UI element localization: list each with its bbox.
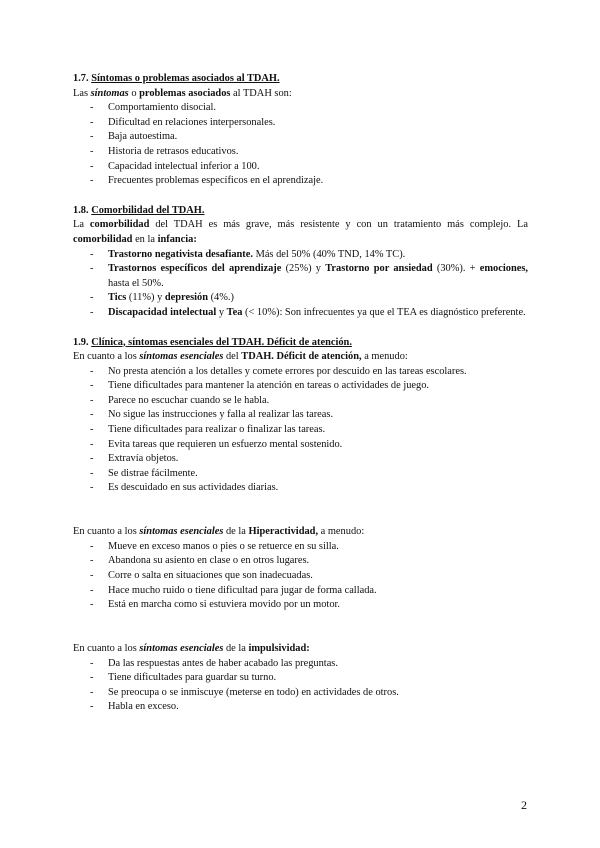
list-item: - Dificultad en relaciones interpersonales. [73, 116, 528, 131]
text: de la [223, 642, 249, 654]
section-1-7-list [73, 101, 528, 189]
page-number: 2 [521, 798, 527, 812]
section-number: 1.7. [73, 73, 89, 84]
list-item: - Habla en exceso. [73, 700, 528, 715]
text-bold-italic: síntomas esenciales [139, 642, 224, 654]
list-item: - Hace mucho ruido o tiene dificultad para jugar de forma callada. [73, 584, 528, 599]
hyperactivity-list [73, 540, 528, 613]
text-bold-italic: síntomas [90, 87, 129, 99]
text: a menudo: [361, 351, 408, 363]
list-item: - Extravía objetos. [73, 452, 528, 467]
text-bold: problemas asociados [139, 87, 231, 99]
section-number: 1.8. [73, 204, 89, 216]
section-1-9-heading [73, 336, 528, 351]
text-bold: Tics [108, 292, 127, 304]
list-item: - Baja autoestima. [73, 130, 528, 145]
list-item: - Es descuidado en sus actividades diarias. [73, 481, 528, 496]
text-bold: Tea [226, 306, 243, 318]
list-item: - Corre o salta en situaciones que son inadecuadas. [73, 569, 528, 584]
attention-list [73, 365, 528, 496]
list-item [73, 291, 528, 306]
text: del [223, 351, 242, 363]
text-bold: emociones, [479, 263, 528, 275]
section-1-8-heading [73, 204, 528, 219]
text: En cuanto a los [73, 642, 140, 654]
text-bold-italic: síntomas esenciales [139, 526, 224, 538]
list-item [73, 248, 528, 263]
text: al TDAH son: [230, 87, 292, 99]
text-bold: Discapacidad intelectual [108, 306, 217, 318]
text-bold: Hiperactividad, [248, 526, 319, 538]
attention-intro [73, 350, 528, 365]
list-item: - Evita tareas que requieren un esfuerzo mental sostenido. [73, 438, 528, 453]
text: (< 10%): Son infrecuentes ya que el TEA es diagnóstico preferente. [242, 306, 526, 318]
list-item: - Tiene dificultades para mantener la atención en tareas o actividades de juego. [73, 379, 528, 394]
text: (30%). + [432, 263, 480, 275]
list-item [73, 306, 528, 321]
impulsivity-list [73, 657, 528, 715]
text-bold: impulsividad: [248, 642, 310, 654]
text-bold-italic: síntomas esenciales [139, 351, 224, 363]
text: (25%) y [281, 263, 326, 275]
list-item: - Da las respuestas antes de haber acabado las preguntas. [73, 657, 528, 672]
text-bold: comorbilidad [89, 219, 150, 231]
list-item: - Frecuentes problemas específicos en el aprendizaje. [73, 174, 528, 189]
text: (4%.) [208, 292, 234, 304]
list-item: - No presta atención a los detalles y comete errores por descuido en las tareas escolares. [73, 365, 528, 380]
list-item: - Tiene dificultades para realizar o finalizar las tareas. [73, 423, 528, 438]
section-title: Síntomas o problemas asociados al TDAH. [91, 73, 280, 84]
section-number: 1.9. [73, 336, 89, 348]
text-bold: Trastorno negativista desafiante. [108, 248, 253, 260]
section-1-8-list [73, 248, 528, 321]
text-bold: depresión [164, 292, 208, 304]
text-bold: Trastorno por ansiedad [325, 263, 433, 275]
text: del TDAH es más grave, más resistente y con un tratamiento más complejo. La [149, 219, 529, 231]
text: En cuanto a los [73, 351, 140, 363]
text: en la [132, 233, 158, 245]
text: y [216, 306, 227, 318]
section-1-7-heading [73, 72, 528, 87]
list-item: - Comportamiento disocial. [73, 101, 528, 116]
list-item: - Se distrae fácilmente. [73, 467, 528, 482]
hyperactivity-intro [73, 525, 528, 540]
text: hasta el 50%. [108, 277, 164, 289]
list-item: - Historia de retrasos educativos. [73, 145, 528, 160]
text-bold: infancia: [157, 233, 197, 245]
section-1-8-intro [73, 218, 528, 247]
list-item: - Parece no escuchar cuando se le habla. [73, 394, 528, 409]
text-bold: TDAH. Déficit de atención, [241, 351, 362, 363]
section-title: Comorbilidad del TDAH. [91, 204, 205, 216]
list-item [73, 262, 528, 291]
document-page [73, 72, 528, 715]
text-bold: Trastornos específicos del aprendizaje [108, 263, 282, 275]
list-item: - Capacidad intelectual inferior a 100. [73, 160, 528, 175]
list-item: - Mueve en exceso manos o pies o se retuerce en su silla. [73, 540, 528, 555]
section-title: Clínica, síntomas esenciales del TDAH. Déficit de atención. [91, 336, 352, 348]
text: En cuanto a los [73, 526, 140, 538]
text: Las [73, 87, 91, 99]
impulsivity-intro [73, 642, 528, 657]
list-item: - Tiene dificultades para guardar su turno. [73, 671, 528, 686]
list-item: - No sigue las instrucciones y falla al realizar las tareas. [73, 408, 528, 423]
text-bold: comorbilidad [73, 233, 133, 245]
text: La [73, 219, 90, 231]
list-item: - Se preocupa o se inmiscuye (meterse en todo) en actividades de otros. [73, 686, 528, 701]
text: o [128, 87, 140, 99]
text: a menudo: [318, 526, 365, 538]
list-item: - Está en marcha como si estuviera movido por un motor. [73, 598, 528, 613]
list-item: - Abandona su asiento en clase o en otros lugares. [73, 554, 528, 569]
text: (11%) y [126, 292, 165, 304]
section-1-7-intro [73, 87, 528, 102]
text: Más del 50% (40% TND, 14% TC). [252, 248, 406, 260]
text: de la [223, 526, 249, 538]
